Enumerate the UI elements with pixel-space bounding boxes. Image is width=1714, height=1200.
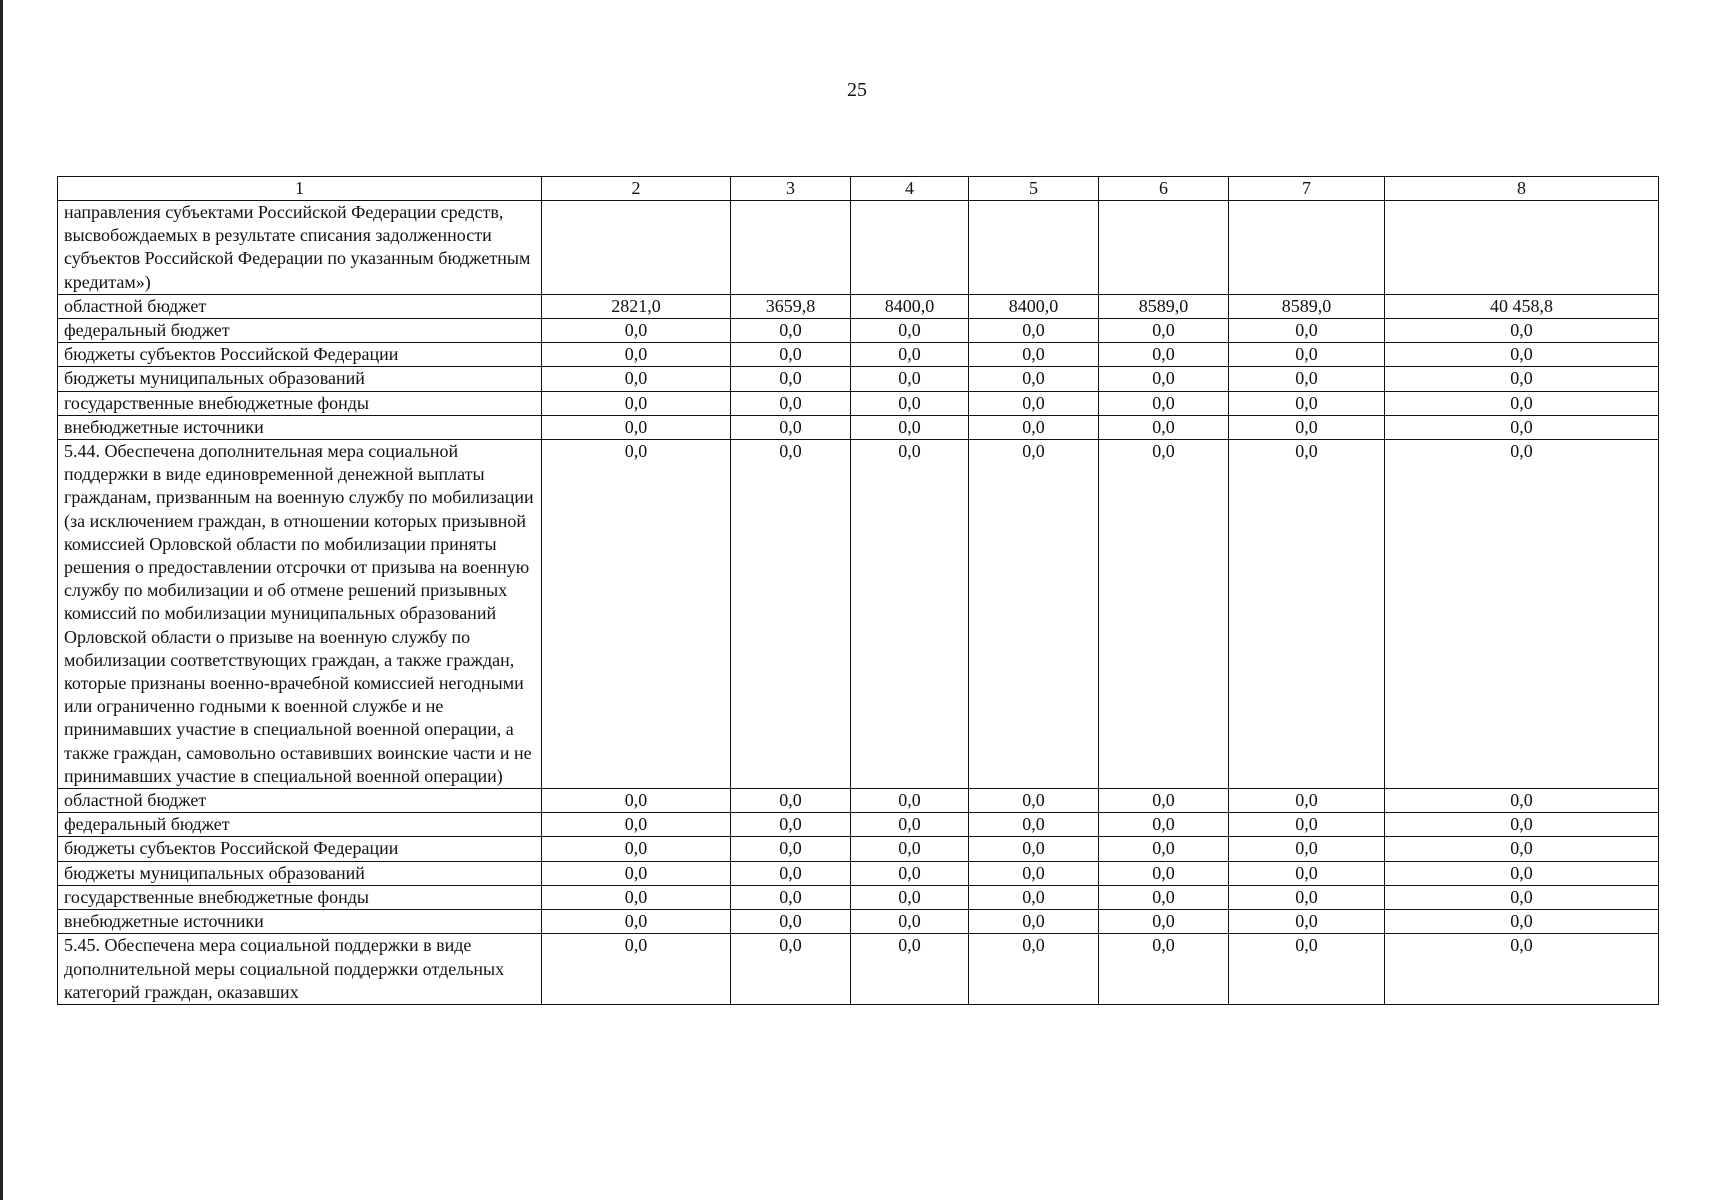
budget-table [57,176,1659,1005]
value-cell-col-8: 0,0 [1385,789,1659,813]
value-cell-col-4: 0,0 [851,319,969,343]
value-cell-col-2: 0,0 [542,837,731,861]
value-cell-col-3 [731,201,851,295]
value-cell-col-8: 0,0 [1385,934,1659,1005]
value-cell-col-5: 0,0 [969,367,1099,391]
value-cell-col-4: 0,0 [851,861,969,885]
table-row [58,861,1659,885]
table-row [58,789,1659,813]
value-cell-col-2: 2821,0 [542,294,731,318]
value-cell-col-5: 0,0 [969,910,1099,934]
value-cell-col-2: 0,0 [542,934,731,1005]
value-cell-col-4: 0,0 [851,885,969,909]
value-cell-col-6: 0,0 [1099,837,1229,861]
value-cell-col-3: 0,0 [731,415,851,439]
funding-source-label: федеральный бюджет [58,813,542,837]
value-cell-col-2: 0,0 [542,861,731,885]
value-cell-col-2: 0,0 [542,415,731,439]
value-cell-col-7: 0,0 [1229,861,1385,885]
value-cell-col-4: 0,0 [851,415,969,439]
value-cell-col-7: 8589,0 [1229,294,1385,318]
value-cell-col-6: 0,0 [1099,391,1229,415]
column-header-1: 1 [58,177,542,201]
value-cell-col-4: 0,0 [851,910,969,934]
value-cell-col-5: 0,0 [969,789,1099,813]
value-cell-col-4: 0,0 [851,789,969,813]
value-cell-col-6: 0,0 [1099,910,1229,934]
value-cell-col-4: 0,0 [851,934,969,1005]
value-cell-col-2: 0,0 [542,319,731,343]
value-cell-col-6: 8589,0 [1099,294,1229,318]
funding-source-label: федеральный бюджет [58,319,542,343]
value-cell-col-2: 0,0 [542,343,731,367]
table-row [58,934,1659,1005]
value-cell-col-3: 0,0 [731,910,851,934]
value-cell-col-2 [542,201,731,295]
table-row [58,294,1659,318]
page-number: 25 [847,79,867,101]
value-cell-col-2: 0,0 [542,391,731,415]
value-cell-col-6: 0,0 [1099,789,1229,813]
value-cell-col-7: 0,0 [1229,813,1385,837]
value-cell-col-8: 0,0 [1385,813,1659,837]
measure-description: 5.45. Обеспечена мера социальной поддержки в виде дополнительной меры социальной поддержки отдельных категорий граждан, оказавших [58,934,542,1005]
table-row [58,415,1659,439]
value-cell-col-3: 0,0 [731,319,851,343]
value-cell-col-5: 0,0 [969,343,1099,367]
value-cell-col-3: 0,0 [731,789,851,813]
value-cell-col-2: 0,0 [542,813,731,837]
value-cell-col-5: 0,0 [969,837,1099,861]
table-row [58,367,1659,391]
value-cell-col-7: 0,0 [1229,367,1385,391]
value-cell-col-7: 0,0 [1229,934,1385,1005]
table-row [58,837,1659,861]
value-cell-col-8: 40 458,8 [1385,294,1659,318]
value-cell-col-5: 0,0 [969,391,1099,415]
value-cell-col-8: 0,0 [1385,415,1659,439]
value-cell-col-5 [969,201,1099,295]
value-cell-col-4: 8400,0 [851,294,969,318]
funding-source-label: бюджеты муниципальных образований [58,861,542,885]
value-cell-col-7: 0,0 [1229,885,1385,909]
table-row [58,319,1659,343]
value-cell-col-4: 0,0 [851,391,969,415]
funding-source-label: государственные внебюджетные фонды [58,885,542,909]
column-header-2: 2 [542,177,731,201]
table-row [58,813,1659,837]
value-cell-col-2: 0,0 [542,910,731,934]
value-cell-col-6: 0,0 [1099,861,1229,885]
value-cell-col-7 [1229,201,1385,295]
table-row [58,343,1659,367]
funding-source-label: областной бюджет [58,294,542,318]
value-cell-col-8: 0,0 [1385,391,1659,415]
measure-description: 5.44. Обеспечена дополнительная мера социальной поддержки в виде единовременной денежной выплаты гражданам, призванным на военную службу по мобилизации (за исключением граждан, в отношении которых призывной комиссией Орловской области по мобилизации приняты решения о предоставлении отсрочки от призыва на военную службу по мобилизации и об отмене решений призывных комиссий по мобилизации муниципальных образований Орловской области о призыве на военную службу по мобилизации соответствующих граждан, а также граждан, которые признаны военно-врачебной комиссией негодными или ограниченно годными к военной службе и не принимавших участие в специальной военной операции, а также граждан, самовольно оставивших воинские части и не принимавших участие в специальной военной операции) [58,440,542,789]
value-cell-col-3: 0,0 [731,813,851,837]
funding-source-label: государственные внебюджетные фонды [58,391,542,415]
value-cell-col-4: 0,0 [851,440,969,789]
value-cell-col-3: 0,0 [731,934,851,1005]
value-cell-col-7: 0,0 [1229,910,1385,934]
value-cell-col-3: 0,0 [731,391,851,415]
value-cell-col-3: 0,0 [731,343,851,367]
value-cell-col-5: 0,0 [969,440,1099,789]
value-cell-col-7: 0,0 [1229,440,1385,789]
value-cell-col-6: 0,0 [1099,343,1229,367]
value-cell-col-8: 0,0 [1385,343,1659,367]
value-cell-col-8: 0,0 [1385,885,1659,909]
value-cell-col-7: 0,0 [1229,415,1385,439]
value-cell-col-4: 0,0 [851,343,969,367]
value-cell-col-3: 0,0 [731,440,851,789]
table-row [58,201,1659,295]
value-cell-col-3: 0,0 [731,367,851,391]
value-cell-col-3: 0,0 [731,885,851,909]
funding-source-label: бюджеты субъектов Российской Федерации [58,343,542,367]
value-cell-col-5: 0,0 [969,885,1099,909]
table-row [58,391,1659,415]
value-cell-col-2: 0,0 [542,367,731,391]
funding-source-label: внебюджетные источники [58,910,542,934]
value-cell-col-6: 0,0 [1099,934,1229,1005]
value-cell-col-8 [1385,201,1659,295]
value-cell-col-6 [1099,201,1229,295]
table-row [58,910,1659,934]
value-cell-col-2: 0,0 [542,885,731,909]
value-cell-col-4 [851,201,969,295]
funding-source-label: бюджеты муниципальных образований [58,367,542,391]
value-cell-col-5: 0,0 [969,934,1099,1005]
value-cell-col-7: 0,0 [1229,789,1385,813]
value-cell-col-5: 0,0 [969,415,1099,439]
measure-description: направления субъектами Российской Федерации средств, высвобождаемых в результате списания задолженности субъектов Российской Федерации по указанным бюджетным кредитам») [58,201,542,295]
column-header-3: 3 [731,177,851,201]
value-cell-col-3: 0,0 [731,837,851,861]
value-cell-col-7: 0,0 [1229,391,1385,415]
column-header-6: 6 [1099,177,1229,201]
value-cell-col-6: 0,0 [1099,813,1229,837]
table-row [58,885,1659,909]
value-cell-col-7: 0,0 [1229,319,1385,343]
column-header-4: 4 [851,177,969,201]
value-cell-col-4: 0,0 [851,813,969,837]
value-cell-col-6: 0,0 [1099,885,1229,909]
value-cell-col-5: 0,0 [969,861,1099,885]
value-cell-col-6: 0,0 [1099,367,1229,391]
value-cell-col-7: 0,0 [1229,837,1385,861]
value-cell-col-4: 0,0 [851,837,969,861]
funding-source-label: областной бюджет [58,789,542,813]
scan-left-edge [0,0,3,1200]
value-cell-col-6: 0,0 [1099,415,1229,439]
value-cell-col-6: 0,0 [1099,319,1229,343]
column-header-8: 8 [1385,177,1659,201]
column-header-5: 5 [969,177,1099,201]
value-cell-col-2: 0,0 [542,789,731,813]
value-cell-col-7: 0,0 [1229,343,1385,367]
funding-source-label: внебюджетные источники [58,415,542,439]
value-cell-col-2: 0,0 [542,440,731,789]
value-cell-col-4: 0,0 [851,367,969,391]
value-cell-col-5: 8400,0 [969,294,1099,318]
value-cell-col-8: 0,0 [1385,837,1659,861]
table-header-row [58,177,1659,201]
value-cell-col-3: 3659,8 [731,294,851,318]
column-header-7: 7 [1229,177,1385,201]
value-cell-col-3: 0,0 [731,861,851,885]
value-cell-col-8: 0,0 [1385,319,1659,343]
value-cell-col-8: 0,0 [1385,861,1659,885]
value-cell-col-6: 0,0 [1099,440,1229,789]
value-cell-col-8: 0,0 [1385,440,1659,789]
value-cell-col-8: 0,0 [1385,367,1659,391]
value-cell-col-5: 0,0 [969,813,1099,837]
value-cell-col-8: 0,0 [1385,910,1659,934]
table-row [58,440,1659,789]
funding-source-label: бюджеты субъектов Российской Федерации [58,837,542,861]
value-cell-col-5: 0,0 [969,319,1099,343]
